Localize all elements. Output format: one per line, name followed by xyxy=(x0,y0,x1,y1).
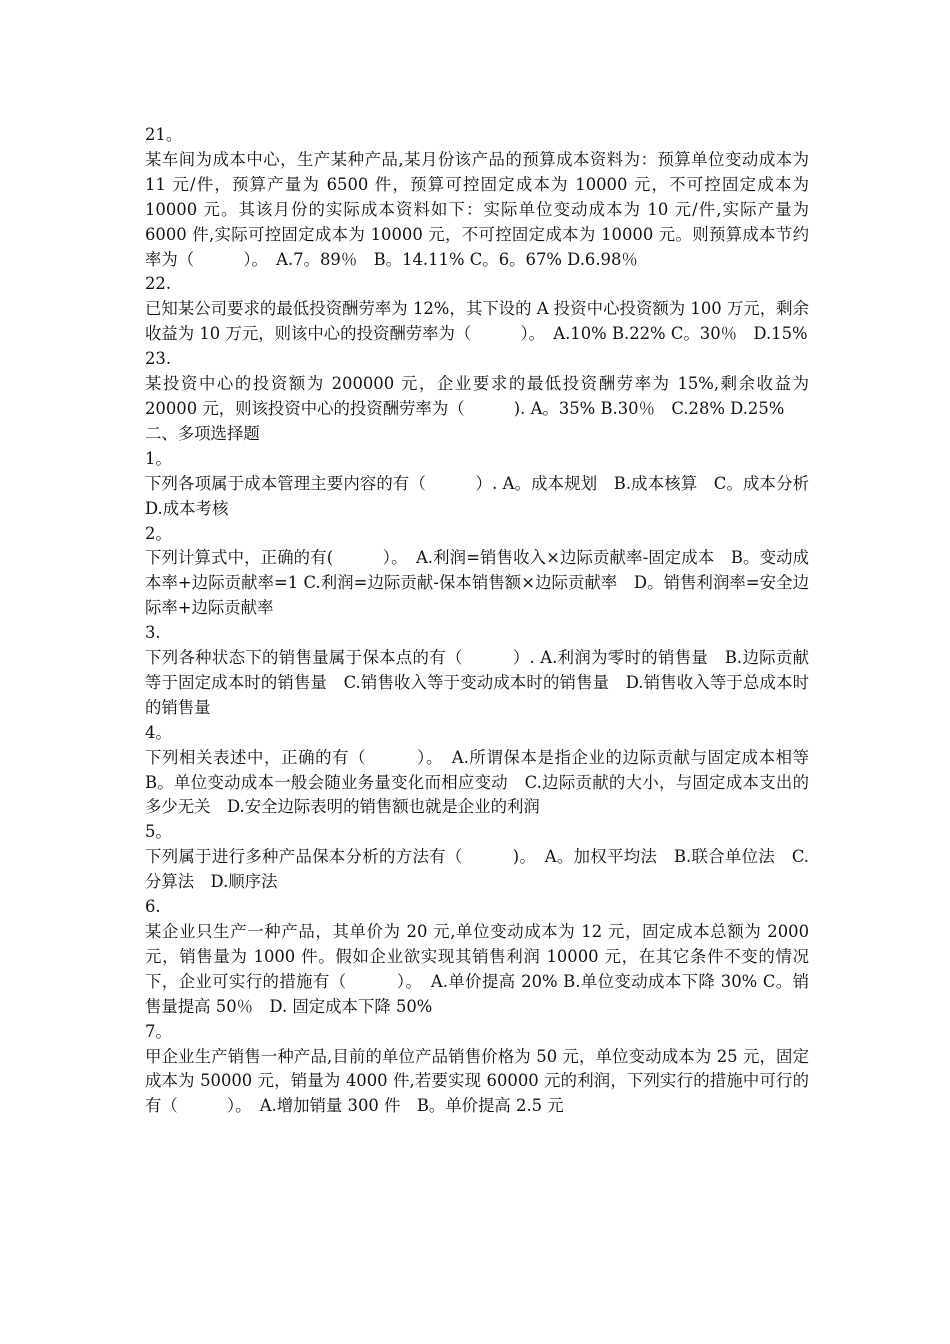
question-number-23: 23. xyxy=(145,349,172,369)
question-text-5: 下列属于进行多种产品保本分析的方法有（ )。 A。加权平均法 B.联合单位法 C.分算法 D.顺序法 xyxy=(145,847,809,892)
document-page xyxy=(145,123,826,1119)
question-text-4: 下列相关表述中，正确的有（ ）。 A.所谓保本是指企业的边际贡献与固定成本相等 B。单位变动成本一般会随业务量变化而相应变动 C.边际贡献的大小，与固定成本支出的多少无关 D.安全边际表明的销售额也就是企业的利润 xyxy=(145,747,826,817)
question-text-7: 甲企业生产销售一种产品,目前的单位产品销售价格为 50 元，单位变动成本为 25 元，固定成本为 50000 元，销量为 4000 件,若要实现 60000 元的利润，下列实行的措施中可行的有（ ）。 A.增加销量 300 件 B。单价提高 2.5 元 xyxy=(145,1046,809,1116)
question-number-5: 5。 xyxy=(145,822,172,842)
question-text-2: 下列计算式中，正确的有( ）。 A.利润=销售收入×边际贡献率-固定成本 B。变动成本率+边际贡献率=1 C.利润=边际贡献-保本销售额×边际贡献率 D。销售利润率=安全边际率+边际贡献率 xyxy=(145,548,809,618)
question-number-7: 7。 xyxy=(145,1021,172,1041)
question-text-21: 某车间为成本中心，生产某种产品,某月份该产品的预算成本资料为：预算单位变动成本为 11 元/件，预算产量为 6500 件，预算可控固定成本为 10000 元，不可控固定成本为 10000 元。其该月份的实际成本资料如下：实际单位变动成本为 10 元/件,实际产量为 6000 件,实际可控固定成本为 10000 元，不可控固定成本为 10000 元。则预算成本节约率为（ ）。 A.7。89％ B。14.11% C。6。67% D.6.98％ xyxy=(145,149,809,269)
question-number-4: 4。 xyxy=(145,722,172,742)
question-text-6: 某企业只生产一种产品，其单价为 20 元,单位变动成本为 12 元，固定成本总额为 2000 元，销售量为 1000 件。假如企业欲实现其销售利润 10000 元，在其它条件不变的情况下，企业可实行的措施有（ ）。 A.单价提高 20% B.单位变动成本下降 30% C。销售量提高 50％ D. 固定成本下降 50% xyxy=(145,922,809,1016)
question-number-3: 3. xyxy=(145,623,161,643)
question-number-21: 21。 xyxy=(145,125,183,144)
question-text-1: 下列各项属于成本管理主要内容的有（ ）. A。成本规划 B.成本核算 C。成本分析 D.成本考核 xyxy=(145,473,826,518)
question-number-1: 1。 xyxy=(145,448,172,468)
question-number-22: 22. xyxy=(145,274,172,294)
question-number-6: 6. xyxy=(145,897,161,917)
question-number-2: 2。 xyxy=(145,523,172,543)
question-text-22: 已知某公司要求的最低投资酬劳率为 12%，其下设的 A 投资中心投资额为 100 万元，剩余收益为 10 万元，则该中心的投资酬劳率为（ ）。 A.10% B.22% C。30％ D.15% xyxy=(145,299,809,344)
question-text-3: 下列各种状态下的销售量属于保本点的有（ ）. A.利润为零时的销售量 B.边际贡献等于固定成本时的销售量 C.销售收入等于变动成本时的销售量 D.销售收入等于总成本时的销售量 xyxy=(145,648,809,717)
section-heading-multiple-choice: 二、多项选择题 xyxy=(145,423,260,443)
question-text-23: 某投资中心的投资额为 200000 元，企业要求的最低投资酬劳率为 15%,剩余收益为 20000 元，则该投资中心的投资酬劳率为（ ). A。35% B.30％ C.28% D.25% xyxy=(145,374,809,418)
